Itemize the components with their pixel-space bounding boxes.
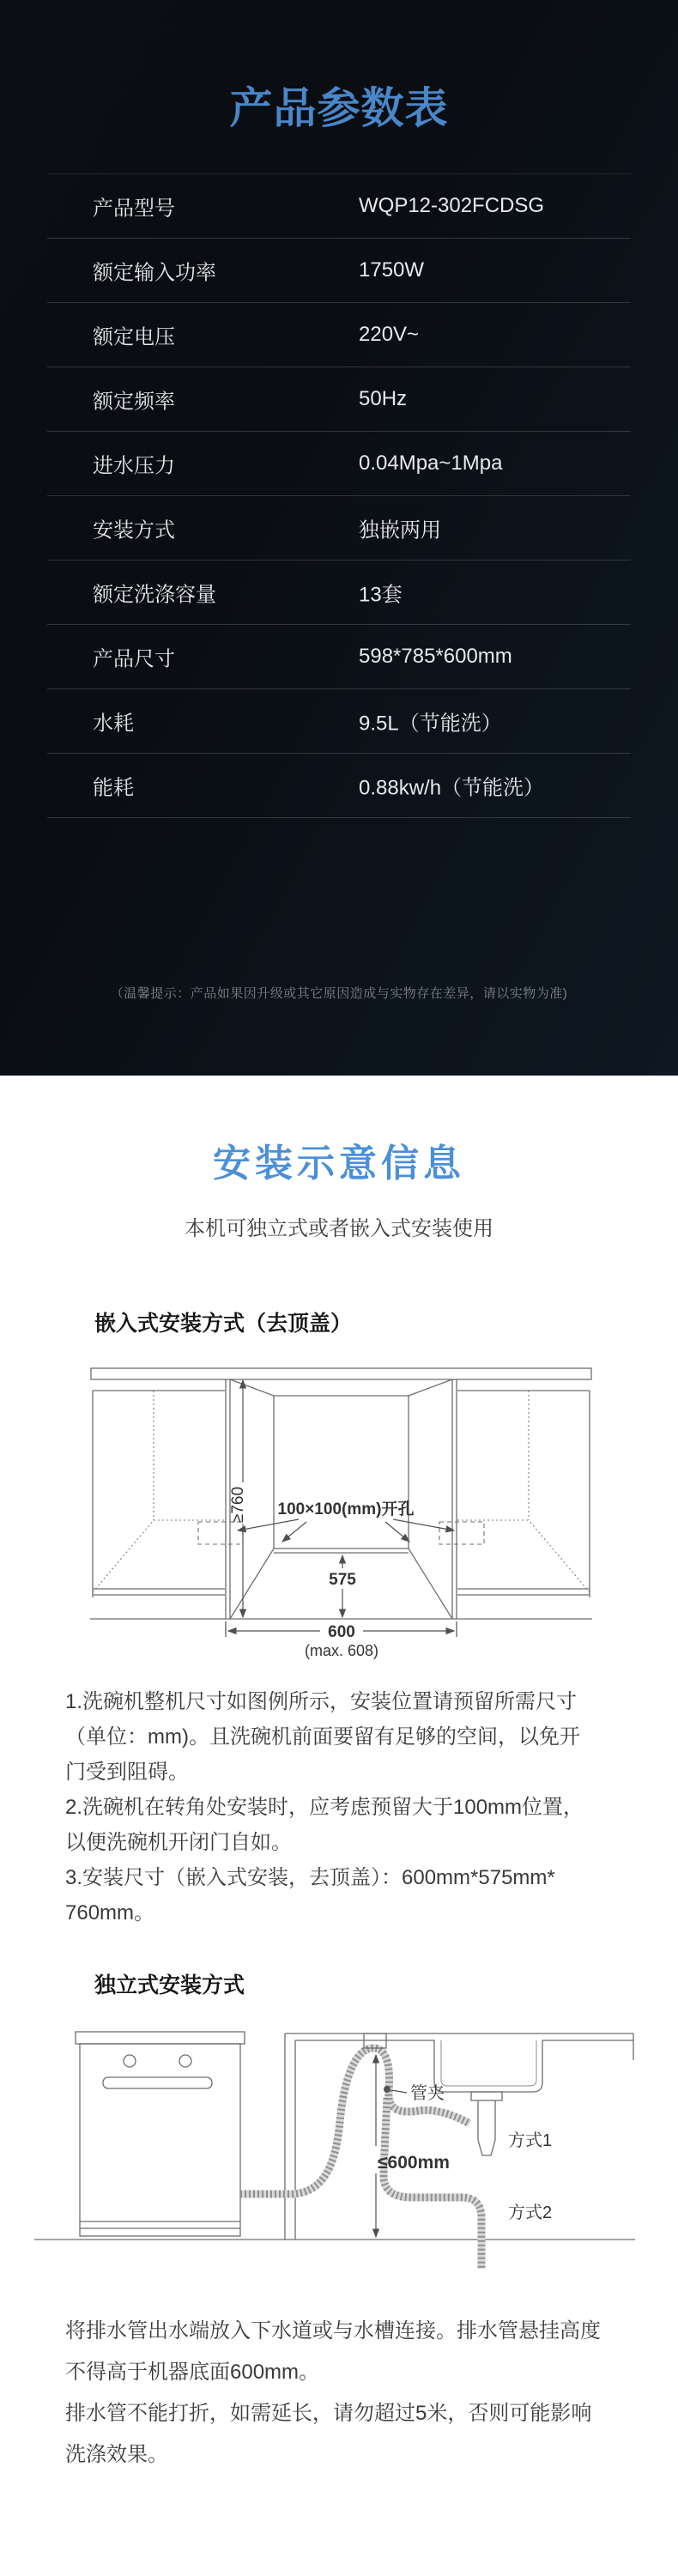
spec-row-value: WQP12-302FCDSG (359, 194, 545, 217)
dim-height-label: ≥760 (229, 1486, 247, 1524)
dim-width-max-label: (max. 608) (304, 1642, 379, 1659)
spec-row-label: 安装方式 (93, 518, 175, 542)
spec-row-value: 9.5L（节能洗） (359, 712, 502, 736)
spec-table-row (47, 239, 631, 303)
spec-row-value: 50Hz (359, 387, 408, 410)
clamp-dot (384, 2086, 390, 2093)
freestanding-install-heading: 独立式安装方式 (94, 1973, 245, 1997)
note-line: 门受到阻碍。 (65, 1761, 189, 1784)
spec-table-row (47, 303, 631, 367)
drain-flange (471, 2092, 502, 2100)
spec-row-value: 220V~ (359, 323, 420, 346)
install-section-title: 安装示意信息 (213, 1143, 465, 1185)
spec-row-label: 能耗 (93, 776, 134, 800)
left-cabinet (93, 1391, 243, 1597)
spec-table-row (47, 754, 631, 818)
dimension-depth-575 (329, 1555, 356, 1617)
control-knob-left (124, 2055, 136, 2067)
left-cutout-hole (198, 1522, 243, 1544)
right-cabinet (439, 1391, 590, 1597)
spec-row-label: 额定洗涤容量 (93, 583, 216, 607)
spec-section (0, 0, 678, 1076)
drain-pipe (478, 2100, 495, 2155)
note-line: 3.安装尺寸（嵌入式安装，去顶盖）：600mm*575mm* (65, 1866, 555, 1889)
freestanding-install-diagram (34, 2026, 635, 2283)
note-line: （单位：mm)。且洗碗机前面要留有足够的空间，以免开 (65, 1725, 580, 1749)
spec-row-value: 独嵌两用 (359, 518, 441, 542)
spec-row-label: 产品型号 (93, 197, 175, 221)
hose-height-label: ≤600mm (378, 2153, 450, 2173)
spec-table-row (47, 496, 631, 561)
method2-label: 方式2 (508, 2203, 553, 2222)
spec-disclaimer: （温馨提示：产品如果因升级或其它原因造成与实物存在差异，请以实物为准) (110, 986, 568, 1001)
method-labels (508, 2131, 552, 2222)
spec-row-value: 0.04Mpa~1Mpa (359, 452, 503, 475)
spec-table-row (47, 367, 631, 432)
spec-section-title: 产品参数表 (229, 84, 449, 132)
dim-cutout-label: 100×100(mm)开孔 (277, 1500, 415, 1518)
spec-table-row (47, 561, 631, 625)
note-line: 将排水管出水端放入下水道或与水槽连接。排水管悬挂高度 (65, 2319, 601, 2343)
embedded-install-notes (65, 1684, 584, 1930)
dimension-cutout (238, 1499, 454, 1542)
spec-table-row (47, 689, 631, 754)
spec-table-row (47, 625, 631, 689)
dim-width-label: 600 (328, 1623, 355, 1641)
spec-row-label: 额定电压 (93, 325, 175, 349)
spec-row-label: 进水压力 (93, 454, 175, 478)
note-line: 1.洗碗机整机尺寸如图例所示，安装位置请预留所需尺寸 (65, 1690, 578, 1713)
spec-table-row (47, 432, 631, 496)
dimension-height-760 (229, 1380, 247, 1617)
install-section-subtitle: 本机可独立式或者嵌入式安装使用 (185, 1217, 493, 1240)
dishwasher-front (76, 2032, 245, 2236)
dim-depth-label: 575 (329, 1571, 356, 1589)
spec-row-label: 额定频率 (93, 390, 175, 414)
spec-row-label: 额定输入功率 (93, 261, 216, 285)
spec-row-value: 1750W (359, 258, 425, 282)
note-line: 2.洗碗机在转角处安装时，应考虑预留大于100mm位置， (65, 1796, 584, 1819)
embedded-install-heading: 嵌入式安装方式（去顶盖） (94, 1312, 353, 1336)
embedded-install-diagram (90, 1367, 592, 1659)
note-line: 以便洗碗机开闭门自如。 (65, 1831, 292, 1854)
freestanding-install-notes (65, 2311, 601, 2476)
spec-table (47, 173, 631, 818)
spec-row-label: 产品尺寸 (93, 647, 175, 671)
spec-row-label: 水耗 (93, 712, 134, 736)
door-handle (103, 2077, 212, 2088)
note-line: 不得高于机器底面600mm。 (65, 2361, 320, 2384)
note-line: 排水管不能打折，如需延长，请勿超过5米，否则可能影响 (65, 2402, 592, 2425)
drain-hose (240, 2034, 481, 2269)
dimension-width-600 (226, 1621, 457, 1659)
spec-row-value: 0.88kw/h（节能洗） (359, 776, 545, 800)
right-cutout-hole (439, 1522, 484, 1544)
note-line: 洗涤效果。 (65, 2443, 168, 2466)
control-knob-right (179, 2055, 191, 2067)
spec-row-value: 13套 (359, 583, 403, 607)
spec-table-row (47, 174, 631, 239)
clamp-label: 管夹 (410, 2084, 445, 2103)
note-line: 760mm。 (65, 1901, 155, 1924)
countertop-slab (91, 1368, 591, 1379)
method1-label: 方式1 (508, 2131, 553, 2150)
spec-row-value: 598*785*600mm (359, 645, 512, 668)
